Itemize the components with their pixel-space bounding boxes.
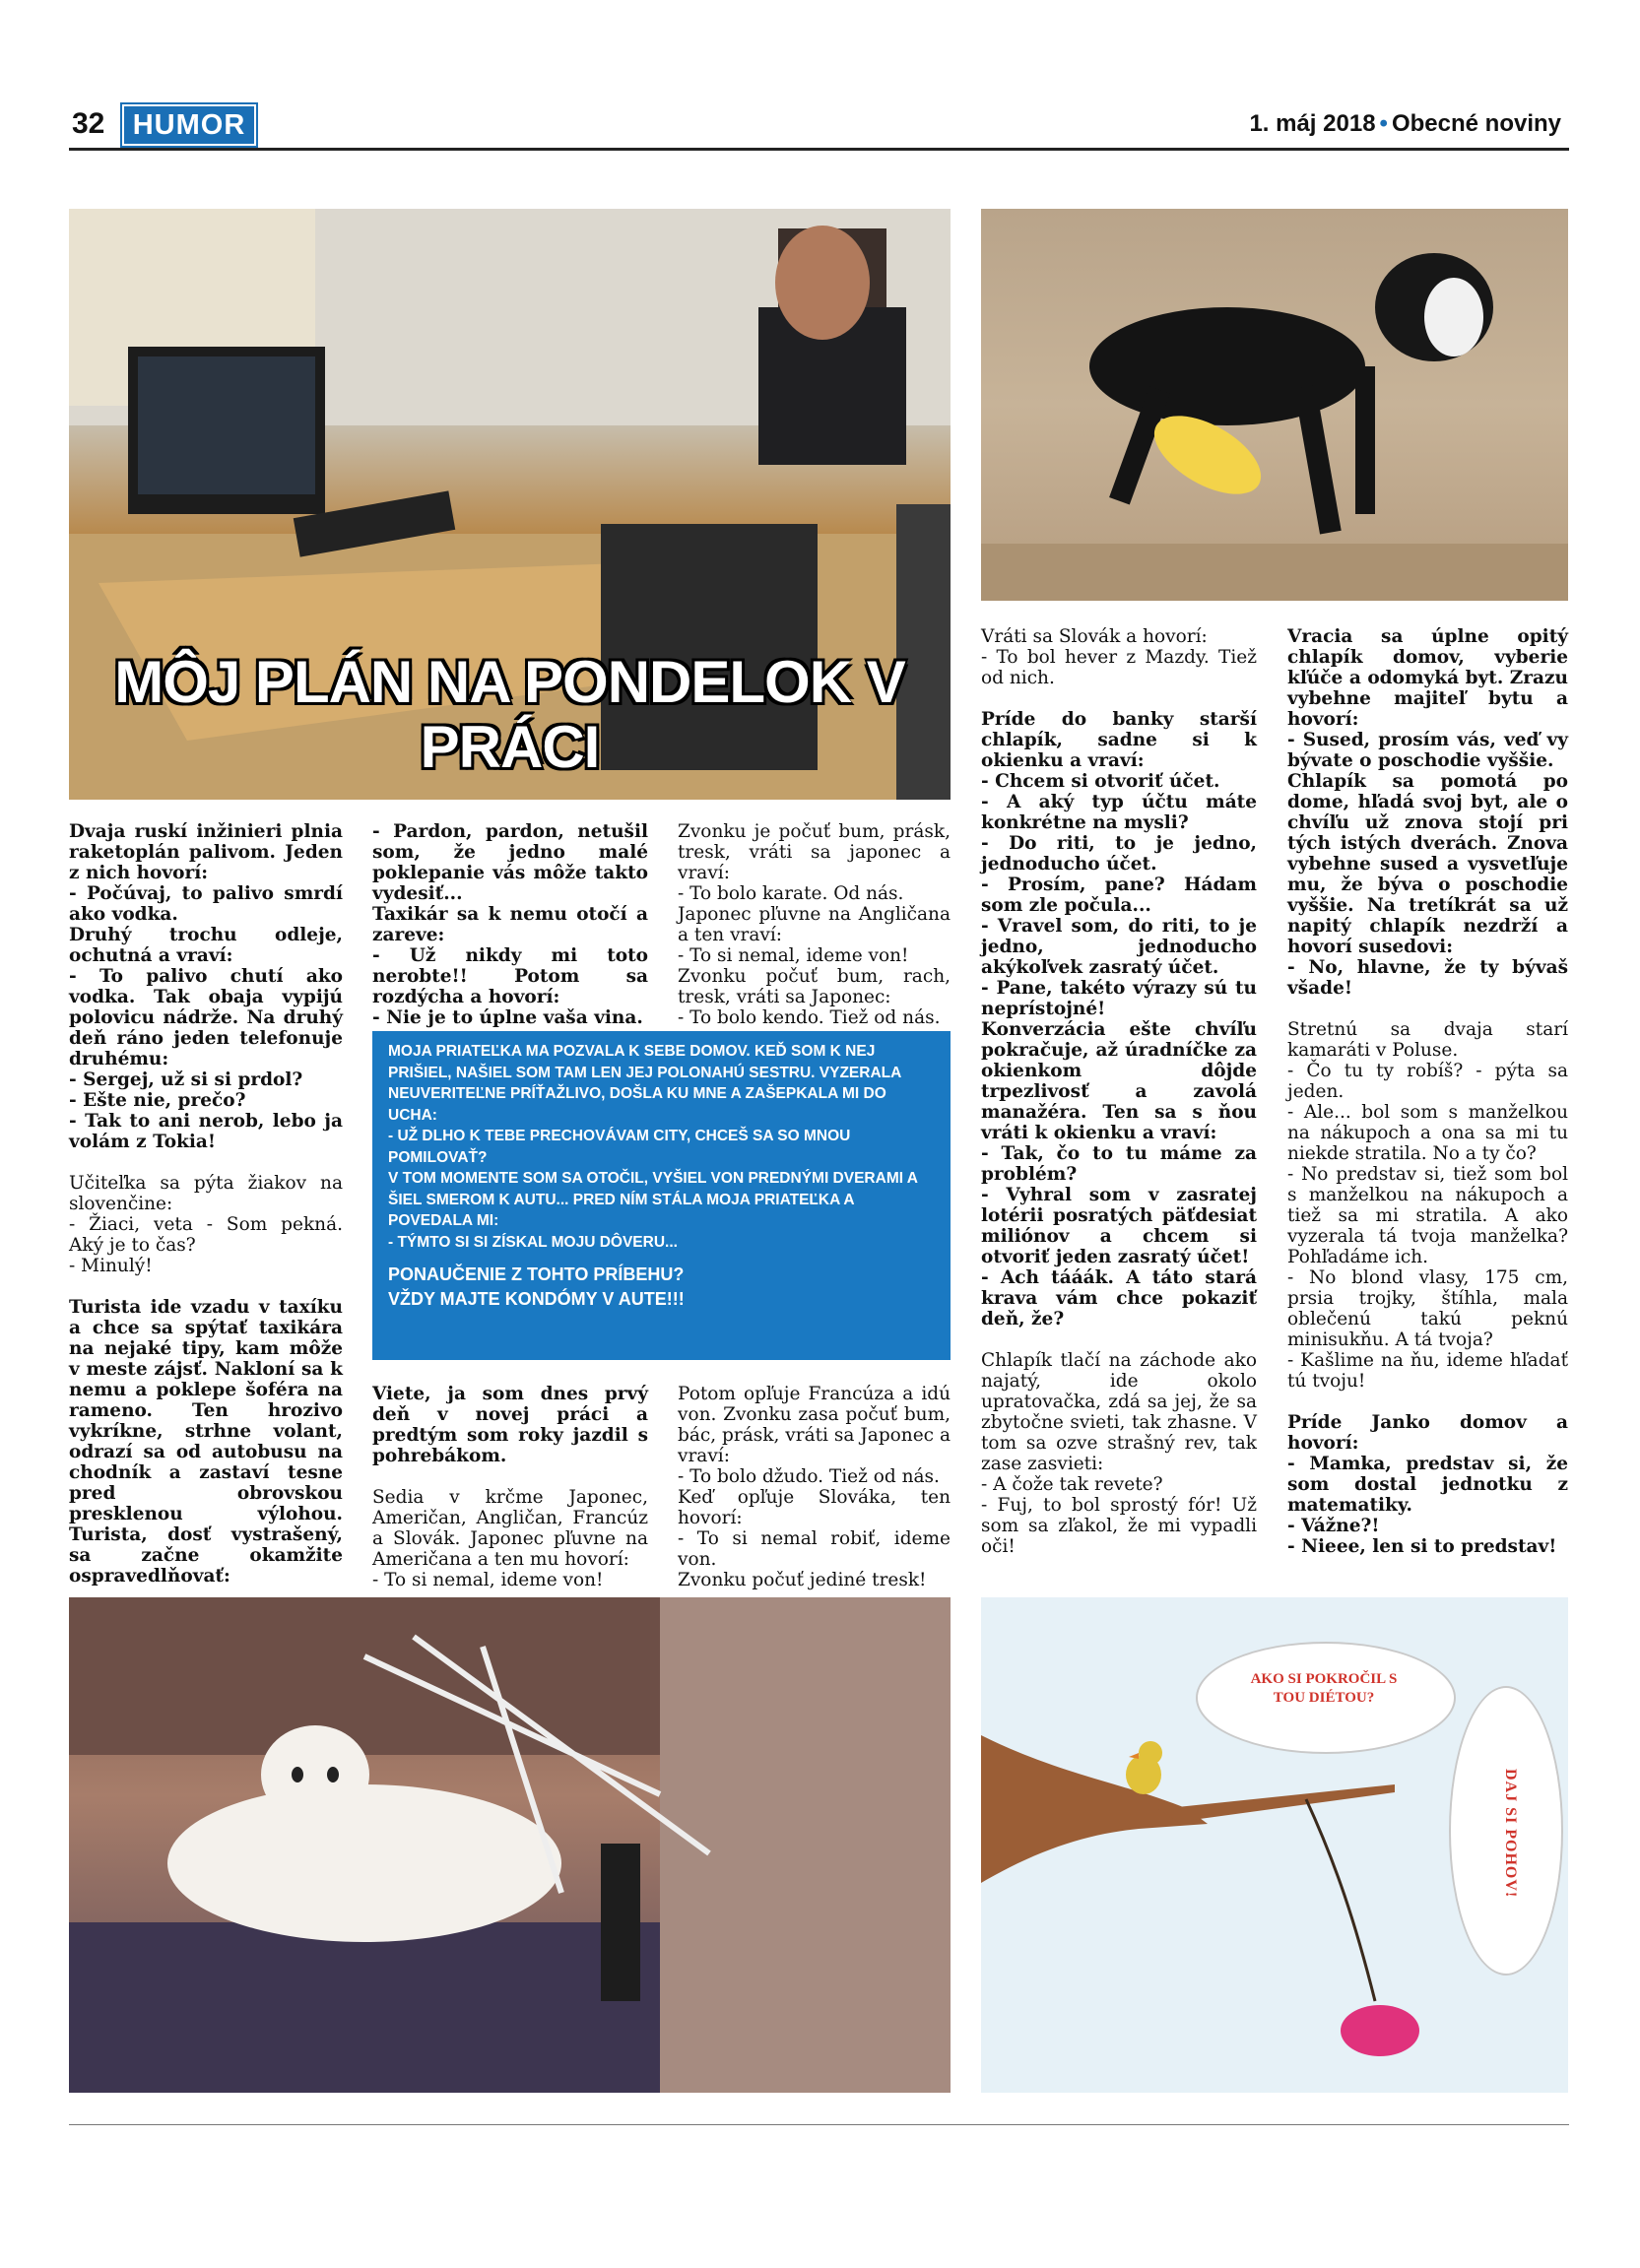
joke-text: - Vyhral som v zasratej lotérii posratých päťdesiat miliónov a chcem si otvoriť jeden zasratý účet! bbox=[981, 1185, 1257, 1267]
joke-text: Taxikár sa k nemu otočí a zareve: bbox=[372, 904, 648, 945]
joke-text: - A aký typ účtu máte konkrétne na mysli? bbox=[981, 792, 1257, 833]
joke-text: - Nieee, len si to predstav! bbox=[1287, 1536, 1557, 1557]
cat-illustration bbox=[69, 1597, 951, 2093]
office-meme-photo bbox=[69, 209, 951, 800]
box-line: - TÝMTO SI SI ZÍSKAL MOJU DÔVERU... bbox=[388, 1233, 678, 1251]
joke-text: - Ešte nie, prečo? bbox=[69, 1090, 246, 1111]
joke-text: Zvonku počuť bum, rach, tresk, vráti sa Japonec: bbox=[678, 966, 951, 1007]
column-2-top bbox=[372, 821, 648, 1028]
box-line: - UŽ DLHO K TEBE PRECHOVÁVAM CITY, CHCEŠ SA SO MNOU POMILOVAŤ? bbox=[388, 1128, 851, 1166]
box-moral-answer: VŽDY MAJTE KONDÓMY V AUTE!!! bbox=[388, 1289, 685, 1309]
joke-text: - Chcem si otvoriť účet. bbox=[981, 771, 1220, 792]
column-3-top bbox=[678, 821, 951, 1028]
joke-text: - Vážne?! bbox=[1287, 1516, 1380, 1536]
joke-text: Učiteľka sa pýta žiakov na slovenčine: bbox=[69, 1173, 343, 1214]
joke-text: - Sused, prosím vás, veď vy bývate o poschodie vyššie. bbox=[1287, 730, 1568, 771]
section-tag: HUMOR bbox=[122, 104, 256, 146]
joke-text: - Tak to ani nerob, lebo ja volám z Tokia! bbox=[69, 1111, 343, 1152]
issue-info bbox=[1249, 108, 1561, 140]
joke-text: Potom opľuje Francúza a idú von. Zvonku zasa počuť bum, bác, prásk, vráti sa Japonec a vraví: bbox=[678, 1384, 951, 1466]
joke-text: Vráti sa Slovák a hovorí: bbox=[981, 626, 1208, 647]
joke-text: - Minulý! bbox=[69, 1256, 153, 1276]
joke-text: - To bolo karate. Od nás. bbox=[678, 883, 904, 904]
joke-text: - To si nemal, ideme von! bbox=[372, 1570, 604, 1590]
joke-text: - No blond vlasy, 175 cm, prsia trojky, štíhla, mala oblečenú takú peknú minisukňu. A tá tvoja? bbox=[1287, 1267, 1568, 1350]
joke-text: - Prosím, pane? Hádam som zle počula... bbox=[981, 875, 1257, 916]
joke-text: - Pardon, pardon, netušil som, že jedno malé poklepanie vás môže takto vydesiť... bbox=[372, 821, 648, 904]
cat-hangers-photo bbox=[69, 1597, 951, 2093]
joke-text: - To si nemal, ideme von! bbox=[678, 945, 909, 966]
joke-text: - Počúvaj, to palivo smrdí ako vodka. bbox=[69, 883, 343, 925]
joke-text: - To si nemal robiť, ideme von. bbox=[678, 1528, 951, 1570]
page-number: 32 bbox=[72, 107, 105, 140]
joke-text: - Fuj, to bol sprostý fór! Už som sa zľakol, že mi vypadli oči! bbox=[981, 1495, 1257, 1557]
joke-text: - Žiaci, veta - Som pekná. Aký je to čas? bbox=[69, 1214, 343, 1256]
joke-text: - No, hlavne, že ty bývaš všade! bbox=[1287, 957, 1568, 999]
joke-text: Sedia v krčme Japonec, Američan, Angličan, Francúz a Slovák. Japonec pľuvne na Američana a ten mu hovorí: bbox=[372, 1487, 648, 1570]
footer-rule bbox=[69, 2124, 1569, 2125]
highlighted-joke-box bbox=[372, 1031, 951, 1360]
joke-text: Vracia sa úplne opitý chlapík domov, vyberie kľúče a odomyká byt. Zrazu vybehne majiteľ bytu a hovorí: bbox=[1287, 626, 1568, 730]
joke-text: - Pane, takéto výrazy sú tu neprístojné! bbox=[981, 978, 1257, 1019]
column-1 bbox=[69, 821, 343, 1587]
joke-text: - To bolo kendo. Tiež od nás. bbox=[678, 1007, 941, 1028]
joke-text: Druhý trochu odleje, ochutná a vraví: bbox=[69, 925, 343, 966]
joke-text: - Už nikdy mi toto nerobte!! Potom sa rozdýcha a hovorí: bbox=[372, 945, 648, 1007]
joke-text: - Sergej, už si si prdol? bbox=[69, 1069, 303, 1090]
box-line: V TOM MOMENTE SOM SA OTOČIL, VYŠIEL VON PREDNÝMI DVERAMI A ŠIEL SMEROM K AUTU... PRED NÍM STÁLA MOJA PRIATEĽKA A POVEDALA MI: bbox=[388, 1170, 918, 1229]
joke-text: Turista ide vzadu v taxíku a chce sa spýtať taxikára na nejaké tipy, kam môže v meste zájsť. Nakloní sa k nemu a poklepe šoféra na rameno. Ten hrozivo vykríkne, strhne volant, odrazí sa od autobusu na chodník a zastaví tesne pred obrovskou presklenou výlohou. Turista, dosť vystrašený, sa začne okamžite ospravedlňovať: bbox=[69, 1297, 343, 1587]
dog-frisbee-photo bbox=[981, 209, 1568, 601]
joke-text: Viete, ja som dnes prvý deň v novej práci a predtým som roky jazdil s pohrebákom. bbox=[372, 1384, 648, 1466]
joke-text: Príde do banky starší chlapík, sadne si k okienku a vraví: bbox=[981, 709, 1257, 771]
joke-text: - Kašlime na ňu, ideme hľadať tú tvoju! bbox=[1287, 1350, 1568, 1392]
joke-text: Príde Janko domov a hovorí: bbox=[1287, 1412, 1568, 1454]
joke-text: - Ach tááák. A táto stará krava vám chce pokaziť deň, že? bbox=[981, 1267, 1257, 1329]
joke-text: - To bolo džudo. Tiež od nás. bbox=[678, 1466, 940, 1487]
issue-date: 1. máj 2018 bbox=[1249, 110, 1376, 137]
joke-text: Keď opľuje Slováka, ten hovorí: bbox=[678, 1487, 951, 1528]
joke-text: Zvonku počuť jediné tresk! bbox=[678, 1570, 927, 1590]
speech-bubble-right-text: DAJ SI POHOV! bbox=[1502, 1769, 1519, 1899]
box-line: MOJA PRIATEĽKA MA POZVALA K SEBE DOMOV. KEĎ SOM K NEJ PRIŠIEL, NAŠIEL SOM TAM LEN JEJ POLONAHÚ SESTRU. VYZERALA NEUVERITEĽNE PRÍŤAŽLIVO, DOŠLA KU MNE A ZAŠEPKALA MI DO UCHA: bbox=[388, 1043, 901, 1124]
joke-text: - To bol hever z Mazdy. Tiež od nich. bbox=[981, 647, 1257, 688]
joke-text: Dvaja ruskí inžinieri plnia raketoplán palivom. Jeden z nich hovorí: bbox=[69, 821, 343, 883]
office-meme-caption: MÔJ PLÁN NA PONDELOK V PRÁCI bbox=[114, 649, 905, 780]
column-4 bbox=[981, 626, 1257, 1557]
joke-text: Stretnú sa dvaja starí kamaráti v Poluse. bbox=[1287, 1019, 1568, 1061]
separator-dot: • bbox=[1379, 110, 1388, 137]
joke-text: - Do riti, to je jedno, jednoducho účet. bbox=[981, 833, 1257, 875]
joke-text: - A čože tak revete? bbox=[981, 1474, 1163, 1495]
joke-text: - To palivo chutí ako vodka. Tak obaja vypijú polovicu nádrže. Na druhý deň ráno jeden telefonuje druhému: bbox=[69, 966, 343, 1069]
joke-text: Zvonku je počuť bum, prásk, tresk, vráti sa japonec a vraví: bbox=[678, 821, 951, 883]
box-moral bbox=[388, 1263, 935, 1312]
joke-text: Chlapík tlačí na záchode ako najatý, ide okolo upratovačka, zdá sa jej, že sa zbytočne svieti, tak zhasne. V tom sa ozve strašný rev, tak zase zasvieti: bbox=[981, 1350, 1257, 1474]
column-5 bbox=[1287, 626, 1568, 1557]
bird-worm-cartoon bbox=[981, 1597, 1568, 2093]
dog-illustration bbox=[981, 209, 1568, 601]
joke-text: Chlapík sa pomotá po dome, hľadá svoj byt, ale o chvíľu už znova stojí pri tých istých dverách. Znova vybehne sused a vysvetľuje mu, že býva o poschodie vyššie. Na tretíkrát sa už napitý chlapík nezdrží a hovorí susedovi: bbox=[1287, 771, 1568, 957]
joke-text: Konverzácia ešte chvíľu pokračuje, až úradníčke za okienkom dôjde trpezlivosť a zavolá manažéra. Ten sa s ňou vráti k okienku a vraví: bbox=[981, 1019, 1257, 1143]
box-moral-question: PONAUČENIE Z TOHTO PRÍBEHU? bbox=[388, 1264, 685, 1284]
joke-text: Japonec pľuvne na Angličana a ten vraví: bbox=[678, 904, 951, 945]
column-3-bottom bbox=[678, 1384, 951, 1590]
publication-name: Obecné noviny bbox=[1391, 110, 1561, 137]
speech-bubble-left-text: AKO SI POKROČIL S TOU DIÉTOU? bbox=[1250, 1671, 1398, 1706]
joke-text: - Vravel som, do riti, to je jedno, jednoducho akýkoľvek zasratý účet. bbox=[981, 916, 1257, 978]
joke-text: - Čo tu ty robíš? - pýta sa jeden. bbox=[1287, 1061, 1568, 1102]
joke-text: - Tak, čo to tu máme za problém? bbox=[981, 1143, 1257, 1185]
header-rule bbox=[69, 148, 1569, 151]
column-2-bottom bbox=[372, 1384, 648, 1590]
joke-text: - Ale... bol som s manželkou na nákupoch a ona sa mi tu niekde stratila. No a ty čo? bbox=[1287, 1102, 1568, 1164]
joke-text: - Nie je to úplne vaša vina. bbox=[372, 1007, 643, 1028]
joke-text: - Mamka, predstav si, že som dostal jednotku z matematiky. bbox=[1287, 1454, 1568, 1516]
joke-text: - No predstav si, tiež som bol s manželkou na nákupoch a tiež sa mi stratila. A ako vyzerala tá tvoja manželka? Pohľadáme ich. bbox=[1287, 1164, 1568, 1267]
